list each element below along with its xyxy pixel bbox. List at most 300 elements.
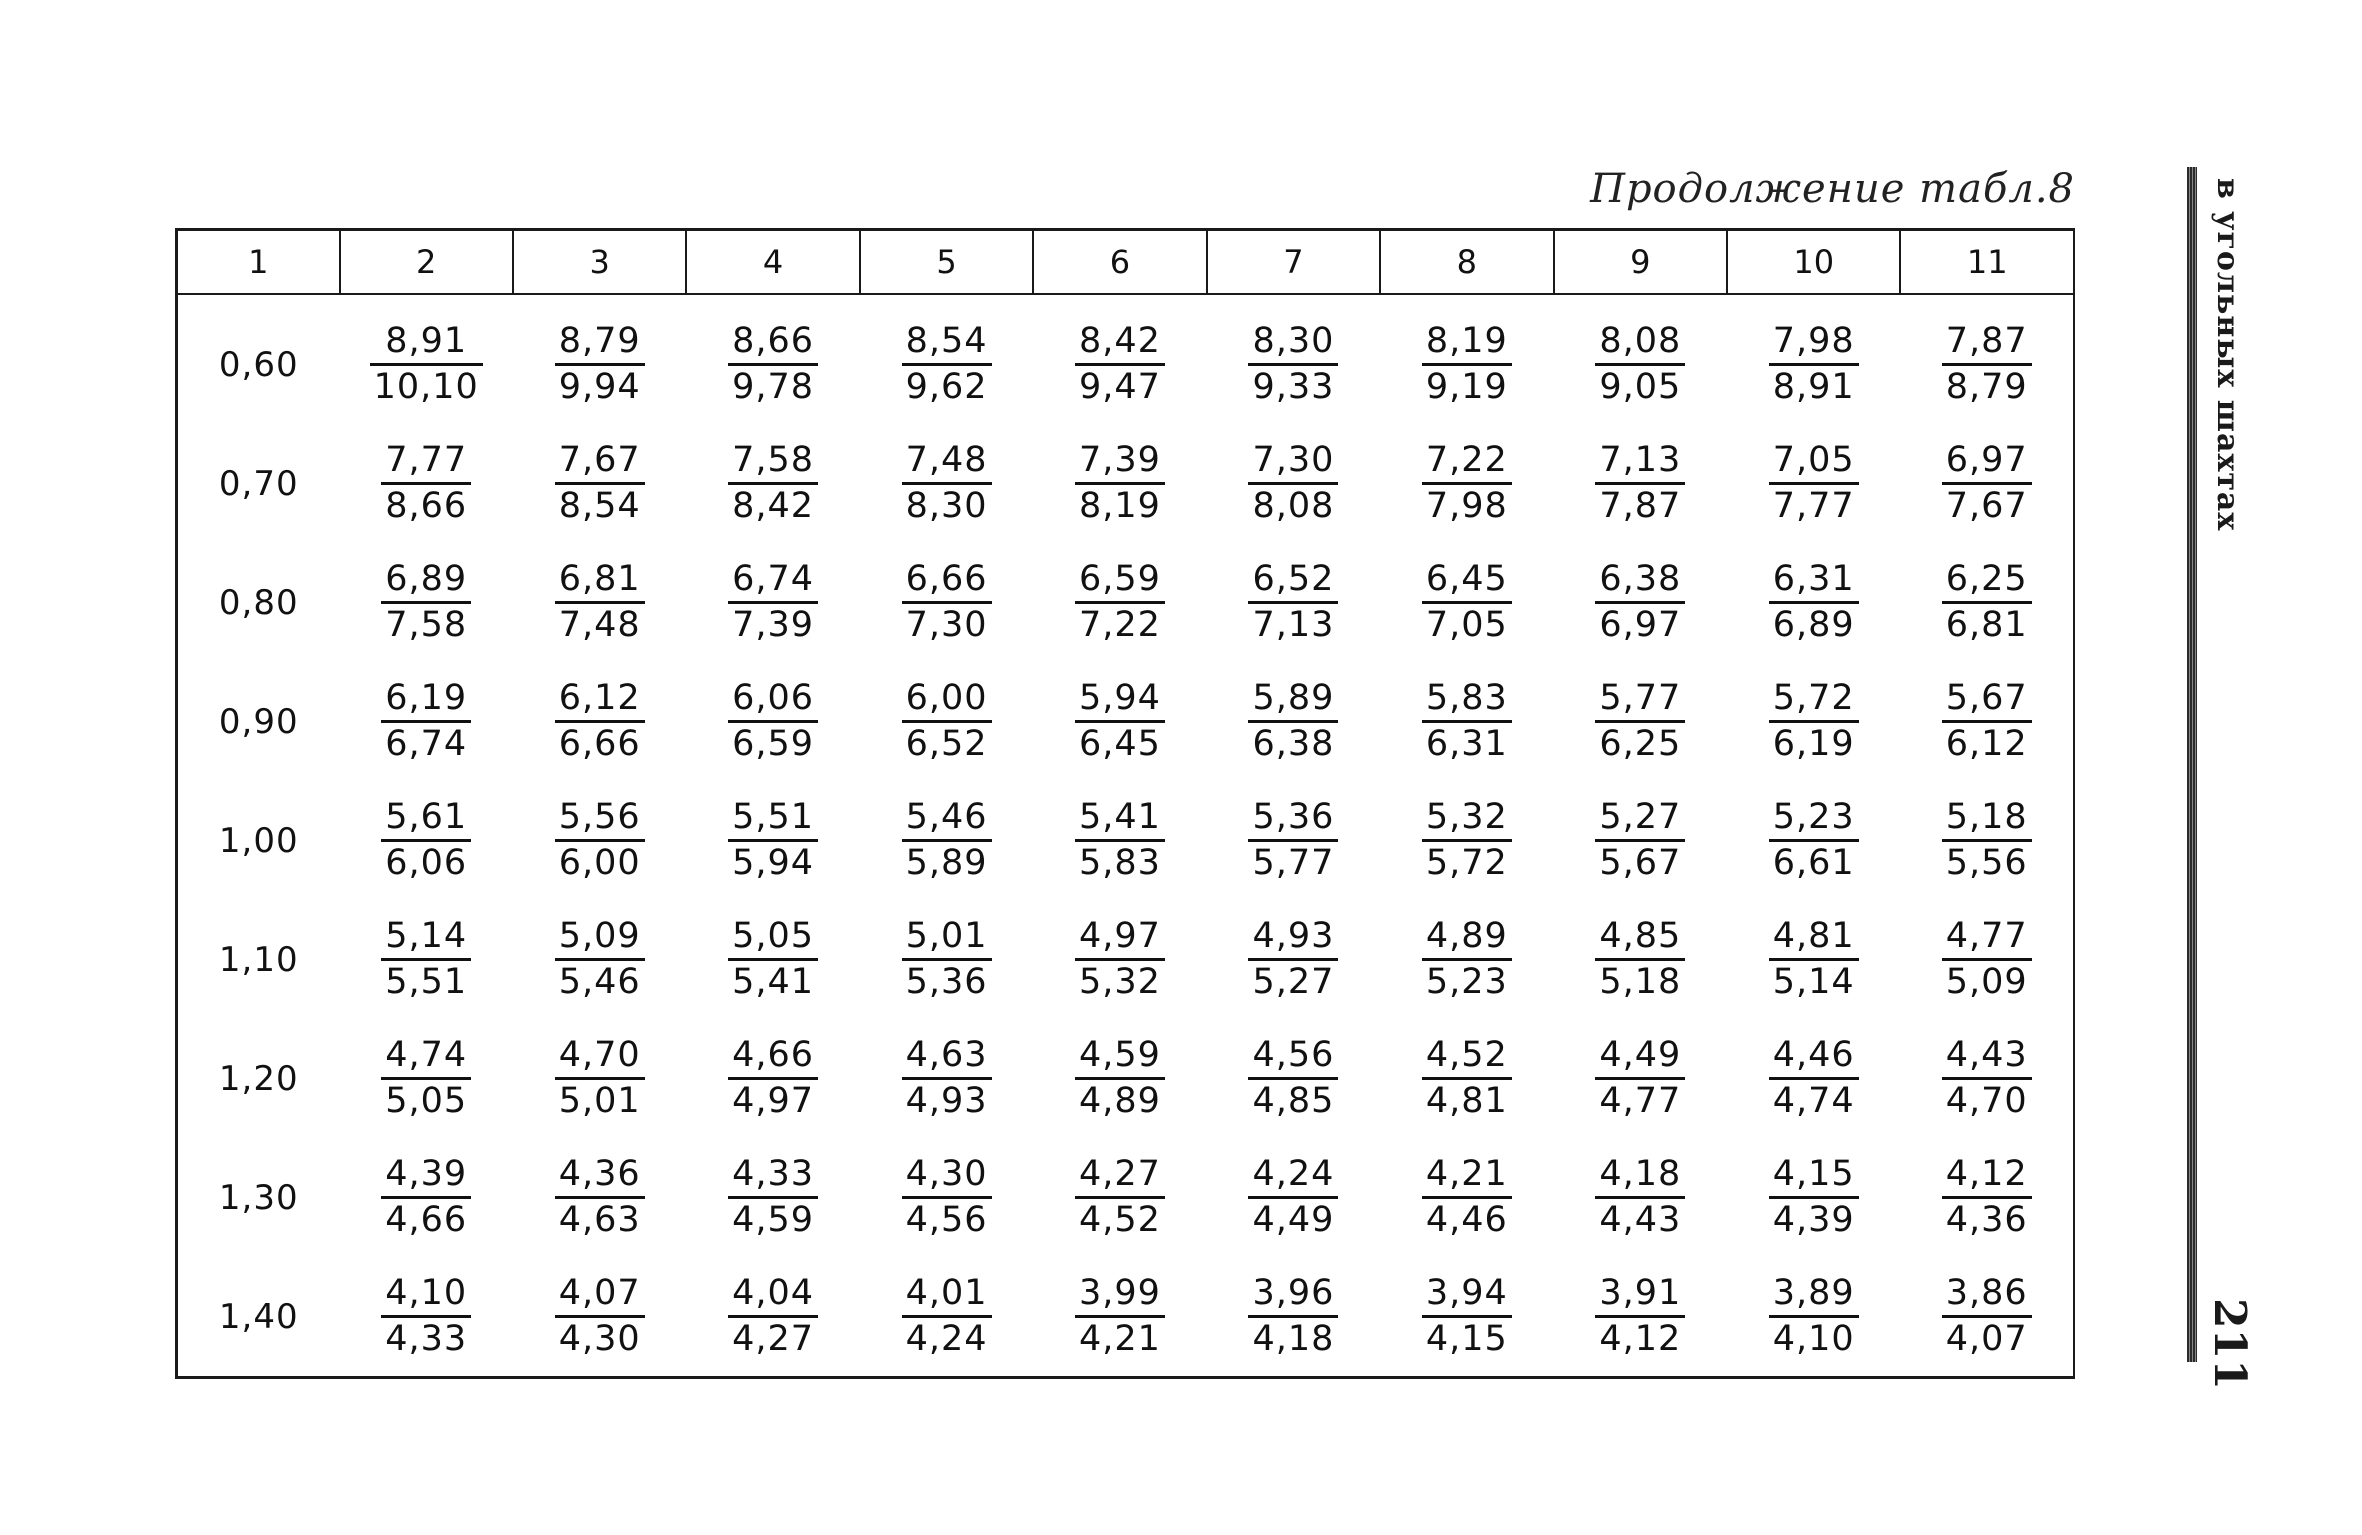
table-cell (860, 294, 1033, 424)
fraction-numerator: 5,77 (1595, 679, 1685, 722)
table-cell (686, 662, 859, 781)
fraction (555, 1155, 645, 1239)
fraction-numerator: 7,98 (1769, 322, 1859, 365)
table-cell (513, 781, 686, 900)
table-cell (1207, 662, 1380, 781)
table-cell (1900, 543, 2074, 662)
fraction-denominator: 7,67 (1945, 485, 2028, 526)
table-cell (1554, 1138, 1727, 1257)
fraction-denominator: 4,74 (1772, 1080, 1855, 1121)
table-cell (686, 781, 859, 900)
fraction-numerator: 6,12 (555, 679, 645, 722)
fraction-denominator: 5,83 (1079, 842, 1161, 883)
table-cell (686, 1138, 859, 1257)
fraction (555, 1274, 645, 1358)
row-label: 0,80 (218, 582, 299, 623)
fraction (1248, 798, 1338, 882)
fraction-denominator: 6,31 (1425, 723, 1508, 764)
fraction-denominator: 7,87 (1599, 485, 1682, 526)
table-cell (860, 1138, 1033, 1257)
fraction (902, 917, 992, 1001)
table-cell (340, 1257, 513, 1378)
fraction (902, 1274, 992, 1358)
fraction (1075, 322, 1165, 406)
fraction-denominator: 6,25 (1599, 723, 1682, 764)
fraction-denominator: 6,97 (1599, 604, 1682, 645)
table-cell (1033, 1019, 1206, 1138)
fraction-denominator: 6,06 (385, 842, 468, 883)
fraction (728, 560, 818, 644)
table-cell (1380, 781, 1553, 900)
fraction (1422, 322, 1512, 406)
fraction-denominator: 5,27 (1252, 961, 1335, 1002)
row-label: 1,10 (218, 939, 299, 980)
column-header: 8 (1380, 230, 1553, 295)
fraction-denominator: 5,94 (732, 842, 815, 883)
fraction (1769, 1036, 1859, 1120)
table-cell (1727, 662, 1900, 781)
table-row (177, 1138, 2075, 1257)
fraction-denominator: 7,39 (732, 604, 815, 645)
fraction-denominator: 4,85 (1252, 1080, 1335, 1121)
fraction (1942, 560, 2032, 644)
table-cell (860, 1019, 1033, 1138)
table-cell (1380, 294, 1553, 424)
fraction-denominator: 6,61 (1772, 842, 1855, 883)
fraction (902, 441, 992, 525)
fraction-numerator: 5,46 (902, 798, 992, 841)
fraction-numerator: 6,97 (1942, 441, 2032, 484)
fraction-denominator: 4,21 (1079, 1318, 1161, 1359)
fraction-denominator: 10,10 (373, 366, 479, 407)
fraction (1248, 1274, 1338, 1358)
fraction (381, 1155, 471, 1239)
fraction-numerator: 8,08 (1595, 322, 1685, 365)
table-cell (860, 1257, 1033, 1378)
fraction-denominator: 4,33 (385, 1318, 468, 1359)
fraction-denominator: 9,33 (1252, 366, 1335, 407)
fraction-numerator: 5,01 (902, 917, 992, 960)
row-label: 1,30 (218, 1177, 299, 1218)
fraction-numerator: 5,83 (1422, 679, 1512, 722)
fraction-denominator: 8,30 (905, 485, 988, 526)
fraction-numerator: 5,36 (1248, 798, 1338, 841)
fraction-numerator: 4,10 (381, 1274, 471, 1317)
table-cell (1900, 781, 2074, 900)
fraction-denominator: 7,13 (1252, 604, 1335, 645)
fraction-numerator: 4,70 (555, 1036, 645, 1079)
fraction-denominator: 5,18 (1599, 961, 1682, 1002)
fraction-numerator: 6,06 (728, 679, 818, 722)
table-cell (340, 781, 513, 900)
data-table (175, 228, 2075, 1379)
fraction (1075, 679, 1165, 763)
row-label-cell (177, 1138, 340, 1257)
table-cell (1033, 781, 1206, 900)
fraction-numerator: 6,59 (1075, 560, 1165, 603)
table-cell (340, 1019, 513, 1138)
fraction-denominator: 5,09 (1945, 961, 2028, 1002)
fraction-denominator: 4,89 (1079, 1080, 1161, 1121)
table-cell (1380, 1019, 1553, 1138)
table-cell (1554, 543, 1727, 662)
fraction-numerator: 4,43 (1942, 1036, 2032, 1079)
fraction-numerator: 7,48 (902, 441, 992, 484)
row-label-cell (177, 1257, 340, 1378)
fraction-numerator: 7,67 (555, 441, 645, 484)
row-label-cell (177, 781, 340, 900)
row-label-cell (177, 294, 340, 424)
fraction-numerator: 7,58 (728, 441, 818, 484)
table-cell (1380, 543, 1553, 662)
fraction-denominator: 5,67 (1599, 842, 1682, 883)
table-cell (340, 1138, 513, 1257)
table-cell (1554, 294, 1727, 424)
fraction-numerator: 7,13 (1595, 441, 1685, 484)
table-cell (513, 424, 686, 543)
fraction (1075, 441, 1165, 525)
fraction-denominator: 9,19 (1425, 366, 1508, 407)
table-cell (1554, 781, 1727, 900)
fraction-numerator: 4,46 (1769, 1036, 1859, 1079)
table-cell (1207, 1138, 1380, 1257)
table-cell (1554, 662, 1727, 781)
table-cell (686, 900, 859, 1019)
fraction-numerator: 5,41 (1075, 798, 1165, 841)
fraction-numerator: 4,85 (1595, 917, 1685, 960)
fraction-denominator: 4,66 (385, 1199, 468, 1240)
table-cell (1033, 543, 1206, 662)
fraction-numerator: 8,79 (555, 322, 645, 365)
fraction-numerator: 3,94 (1422, 1274, 1512, 1317)
fraction (381, 1274, 471, 1358)
row-label: 1,40 (218, 1296, 299, 1337)
fraction-numerator: 3,86 (1942, 1274, 2032, 1317)
table-cell (860, 543, 1033, 662)
column-header: 5 (860, 230, 1033, 295)
fraction (555, 1036, 645, 1120)
table-cell (1727, 1019, 1900, 1138)
table-cell (1033, 900, 1206, 1019)
fraction (1248, 322, 1338, 406)
fraction-numerator: 4,27 (1075, 1155, 1165, 1198)
fraction (1942, 1036, 2032, 1120)
fraction-denominator: 4,07 (1945, 1318, 2028, 1359)
fraction (1595, 798, 1685, 882)
fraction (1075, 1155, 1165, 1239)
fraction (1595, 1274, 1685, 1358)
fraction (381, 1036, 471, 1120)
fraction-denominator: 8,54 (558, 485, 641, 526)
table-cell (1727, 900, 1900, 1019)
fraction (1422, 1274, 1512, 1358)
running-head: в угольных шахтах (2210, 178, 2245, 532)
fraction-denominator: 6,52 (905, 723, 988, 764)
fraction (1595, 679, 1685, 763)
row-label-cell (177, 662, 340, 781)
table-cell (860, 662, 1033, 781)
fraction (370, 322, 483, 406)
table-cell (513, 1257, 686, 1378)
table-caption: Продолжение табл.8 (1590, 166, 2075, 212)
header-row (177, 230, 2075, 295)
fraction (1769, 441, 1859, 525)
fraction-numerator: 5,18 (1942, 798, 2032, 841)
fraction (1422, 917, 1512, 1001)
fraction-numerator: 5,32 (1422, 798, 1512, 841)
table-cell (340, 294, 513, 424)
fraction-denominator: 7,98 (1425, 485, 1508, 526)
fraction (381, 917, 471, 1001)
fraction-denominator: 4,59 (732, 1199, 815, 1240)
table-row (177, 781, 2075, 900)
table-cell (340, 543, 513, 662)
column-header: 9 (1554, 230, 1727, 295)
fraction-numerator: 6,38 (1595, 560, 1685, 603)
table-cell (1900, 1257, 2074, 1378)
table-cell (1033, 294, 1206, 424)
fraction-numerator: 7,77 (381, 441, 471, 484)
fraction-denominator: 8,91 (1772, 366, 1855, 407)
fraction-numerator: 4,33 (728, 1155, 818, 1198)
fraction (1422, 1155, 1512, 1239)
fraction-numerator: 7,87 (1942, 322, 2032, 365)
fraction (1248, 1155, 1338, 1239)
table-row (177, 1257, 2075, 1378)
fraction (1769, 322, 1859, 406)
fraction-denominator: 4,52 (1079, 1199, 1161, 1240)
fraction-numerator: 4,89 (1422, 917, 1512, 960)
fraction-denominator: 4,81 (1425, 1080, 1508, 1121)
fraction-denominator: 4,10 (1772, 1318, 1855, 1359)
table-cell (1207, 424, 1380, 543)
fraction-numerator: 6,25 (1942, 560, 2032, 603)
fraction-denominator: 7,48 (558, 604, 641, 645)
page-number: 211 (2204, 1298, 2255, 1390)
fraction (381, 798, 471, 882)
table-cell (340, 424, 513, 543)
table-cell (1727, 1257, 1900, 1378)
table-cell (1380, 1257, 1553, 1378)
fraction-numerator: 6,45 (1422, 560, 1512, 603)
fraction-denominator: 4,27 (732, 1318, 815, 1359)
fraction (728, 798, 818, 882)
fraction-denominator: 6,66 (558, 723, 641, 764)
fraction (381, 679, 471, 763)
row-label-cell (177, 424, 340, 543)
fraction (1075, 917, 1165, 1001)
table-cell (1207, 543, 1380, 662)
fraction-denominator: 4,56 (905, 1199, 988, 1240)
fraction-denominator: 9,62 (905, 366, 988, 407)
fraction-numerator: 4,93 (1248, 917, 1338, 960)
fraction-denominator: 6,45 (1079, 723, 1161, 764)
fraction (555, 560, 645, 644)
table-cell (1380, 662, 1553, 781)
fraction-denominator: 5,32 (1079, 961, 1161, 1002)
fraction-denominator: 5,14 (1772, 961, 1855, 1002)
fraction (1248, 679, 1338, 763)
table-cell (340, 662, 513, 781)
table-cell (1033, 1138, 1206, 1257)
fraction-numerator: 4,74 (381, 1036, 471, 1079)
fraction-numerator: 7,39 (1075, 441, 1165, 484)
fraction-numerator: 7,30 (1248, 441, 1338, 484)
fraction-numerator: 6,00 (902, 679, 992, 722)
fraction-numerator: 4,30 (902, 1155, 992, 1198)
fraction (728, 1036, 818, 1120)
fraction-denominator: 9,47 (1079, 366, 1161, 407)
table-cell (1727, 1138, 1900, 1257)
fraction (555, 798, 645, 882)
fraction-denominator: 4,93 (905, 1080, 988, 1121)
fraction-denominator: 5,77 (1252, 842, 1335, 883)
table-cell (860, 424, 1033, 543)
fraction-numerator: 4,36 (555, 1155, 645, 1198)
fraction-denominator: 5,05 (385, 1080, 468, 1121)
table-cell (513, 1019, 686, 1138)
fraction-numerator: 6,52 (1248, 560, 1338, 603)
table-cell (513, 294, 686, 424)
table-cell (1554, 1019, 1727, 1138)
fraction-denominator: 4,46 (1425, 1199, 1508, 1240)
row-label-cell (177, 900, 340, 1019)
fraction (1769, 1155, 1859, 1239)
fraction-denominator: 7,77 (1772, 485, 1855, 526)
table-row (177, 1019, 2075, 1138)
fraction-numerator: 4,18 (1595, 1155, 1685, 1198)
table-cell (686, 424, 859, 543)
fraction-denominator: 4,43 (1599, 1199, 1682, 1240)
table-cell (513, 900, 686, 1019)
fraction-numerator: 3,96 (1248, 1274, 1338, 1317)
fraction (381, 441, 471, 525)
table-cell (340, 900, 513, 1019)
column-header: 2 (340, 230, 513, 295)
fraction-numerator: 6,89 (381, 560, 471, 603)
fraction-denominator: 5,72 (1425, 842, 1508, 883)
fraction-denominator: 7,22 (1079, 604, 1161, 645)
table-cell (1900, 900, 2074, 1019)
fraction-numerator: 8,54 (902, 322, 992, 365)
fraction (1942, 322, 2032, 406)
fraction-denominator: 8,08 (1252, 485, 1335, 526)
table-cell (1727, 294, 1900, 424)
fraction (1248, 917, 1338, 1001)
table-cell (1900, 662, 2074, 781)
fraction-numerator: 5,27 (1595, 798, 1685, 841)
fraction-numerator: 4,81 (1769, 917, 1859, 960)
fraction-numerator: 8,19 (1422, 322, 1512, 365)
fraction-denominator: 6,12 (1945, 723, 2028, 764)
fraction-denominator: 8,66 (385, 485, 468, 526)
fraction-denominator: 5,56 (1945, 842, 2028, 883)
fraction (728, 1155, 818, 1239)
table-cell (1380, 1138, 1553, 1257)
fraction-numerator: 4,24 (1248, 1155, 1338, 1198)
fraction (1942, 798, 2032, 882)
table-cell (1900, 1019, 2074, 1138)
column-header: 1 (177, 230, 340, 295)
fraction-numerator: 4,21 (1422, 1155, 1512, 1198)
fraction-numerator: 4,01 (902, 1274, 992, 1317)
fraction-denominator: 4,18 (1252, 1318, 1335, 1359)
fraction-numerator: 6,66 (902, 560, 992, 603)
fraction-numerator: 5,72 (1769, 679, 1859, 722)
table-cell (686, 1019, 859, 1138)
fraction-denominator: 4,15 (1425, 1318, 1508, 1359)
fraction-denominator: 4,77 (1599, 1080, 1682, 1121)
fraction (728, 441, 818, 525)
table-cell (513, 543, 686, 662)
fraction (1942, 1274, 2032, 1358)
fraction (1595, 441, 1685, 525)
table-cell (1727, 543, 1900, 662)
table-cell (1380, 900, 1553, 1019)
row-label: 1,20 (218, 1058, 299, 1099)
table-row (177, 900, 2075, 1019)
fraction-denominator: 4,36 (1945, 1199, 2028, 1240)
fraction-numerator: 7,22 (1422, 441, 1512, 484)
fraction-denominator: 5,01 (558, 1080, 641, 1121)
fraction-denominator: 4,39 (1772, 1199, 1855, 1240)
fraction (1075, 1036, 1165, 1120)
fraction-numerator: 5,23 (1769, 798, 1859, 841)
column-header: 6 (1033, 230, 1206, 295)
fraction (1942, 679, 2032, 763)
row-label-cell (177, 1019, 340, 1138)
fraction-denominator: 5,89 (905, 842, 988, 883)
fraction (555, 917, 645, 1001)
fraction (1595, 322, 1685, 406)
fraction (555, 441, 645, 525)
fraction-denominator: 5,23 (1425, 961, 1508, 1002)
fraction (902, 322, 992, 406)
fraction-numerator: 4,56 (1248, 1036, 1338, 1079)
fraction (1075, 798, 1165, 882)
fraction-denominator: 4,63 (558, 1199, 641, 1240)
row-label: 0,90 (218, 701, 299, 742)
fraction-denominator: 7,58 (385, 604, 468, 645)
table-cell (1207, 294, 1380, 424)
fraction (1769, 560, 1859, 644)
table-cell (1727, 424, 1900, 543)
fraction-denominator: 4,49 (1252, 1199, 1335, 1240)
table-cell (1207, 900, 1380, 1019)
table-cell (1900, 1138, 2074, 1257)
fraction-denominator: 6,81 (1945, 604, 2028, 645)
fraction (381, 560, 471, 644)
fraction (1248, 1036, 1338, 1120)
row-label: 1,00 (218, 820, 299, 861)
fraction-numerator: 4,77 (1942, 917, 2032, 960)
fraction (902, 1036, 992, 1120)
fraction-numerator: 5,09 (555, 917, 645, 960)
table-cell (1207, 781, 1380, 900)
fraction (1422, 1036, 1512, 1120)
fraction-numerator: 5,56 (555, 798, 645, 841)
fraction-numerator: 4,49 (1595, 1036, 1685, 1079)
fraction (902, 1155, 992, 1239)
fraction-numerator: 5,94 (1075, 679, 1165, 722)
fraction-denominator: 8,19 (1079, 485, 1161, 526)
fraction-denominator: 7,30 (905, 604, 988, 645)
column-header: 11 (1900, 230, 2074, 295)
fraction (1422, 560, 1512, 644)
fraction-denominator: 6,38 (1252, 723, 1335, 764)
table-body (177, 294, 2075, 1378)
fraction (1769, 917, 1859, 1001)
